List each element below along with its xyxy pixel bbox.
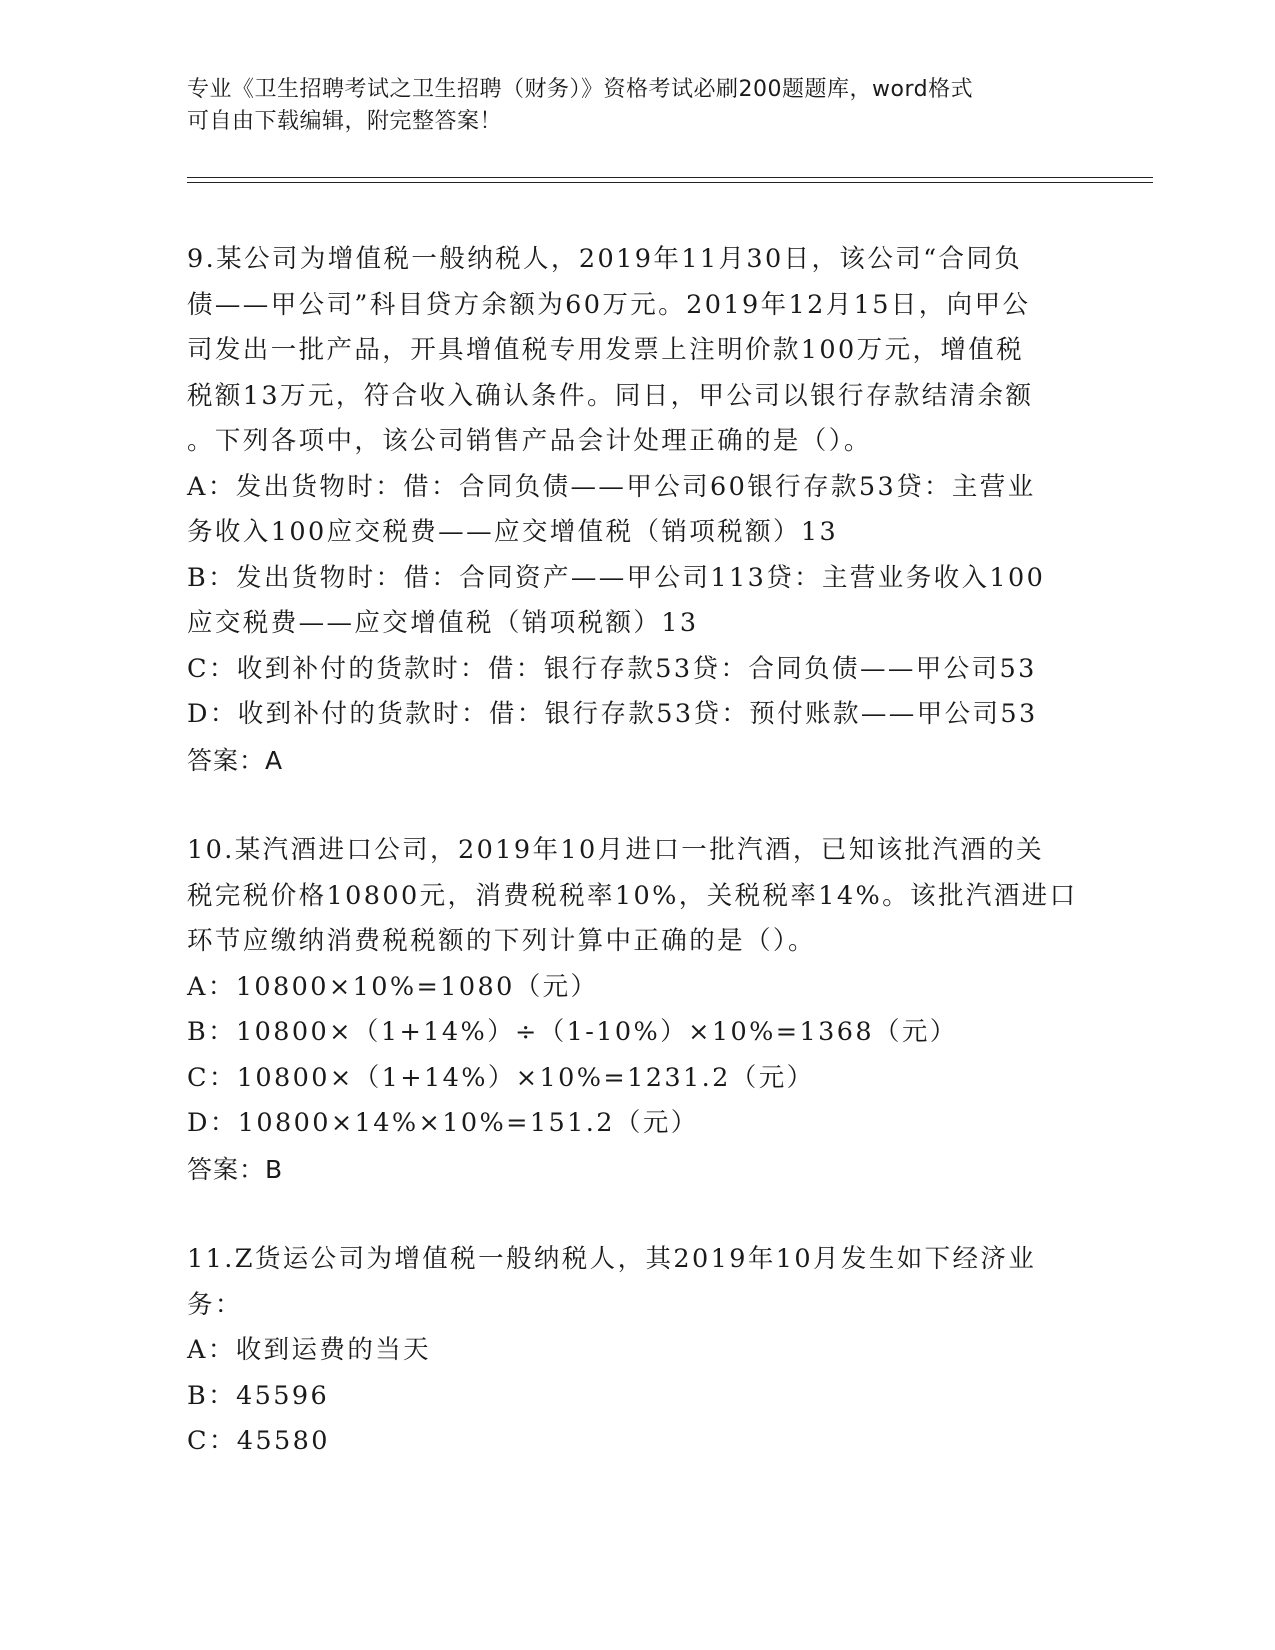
option-a: A：发出货物时：借：合同负债——甲公司60银行存款53贷：主营业 (187, 471, 1036, 502)
question-stem-line: 税额13万元，符合收入确认条件。同日，甲公司以银行存款结清余额 (187, 380, 1034, 411)
option-d: D：收到补付的货款时：借：银行存款53贷：预付账款——甲公司53 (187, 699, 1038, 729)
option-b-continued: 应交税费——应交增值税（销项税额）13 (187, 608, 699, 638)
option-b: B：发出货物时：借：合同资产——甲公司113贷：主营业务收入100 (187, 562, 1046, 593)
option-a: A：10800×10%=1080（元） (187, 971, 599, 1002)
option-c: C：收到补付的货款时：借：银行存款53贷：合同负债——甲公司53 (187, 653, 1037, 684)
question-11 (187, 1237, 1087, 1465)
option-b: B：10800×（1+14%）÷（1-10%）×10%=1368（元） (187, 1017, 958, 1047)
question-spacer (187, 1192, 1087, 1237)
header-divider-top (187, 177, 1153, 178)
option-b: B：45596 (187, 1380, 330, 1411)
answer-label: 答案：B (187, 1154, 284, 1184)
document-header (187, 74, 1087, 138)
question-spacer (187, 783, 1087, 828)
question-stem-line: 债——甲公司”科目贷方余额为60万元。2019年12月15日，向甲公 (187, 289, 1031, 320)
question-stem-line: 10.某汽酒进口公司，2019年10月进口一批汽酒，已知该批汽酒的关 (187, 835, 1044, 865)
question-stem-line: 。下列各项中，该公司销售产品会计处理正确的是（）。 (187, 426, 872, 456)
header-divider-bottom (187, 182, 1153, 183)
option-c: C：45580 (187, 1426, 330, 1456)
header-line-2: 可自由下载编辑，附完整答案！ (187, 109, 503, 134)
question-stem-line: 司发出一批产品，开具增值税专用发票上注明价款100万元，增值税 (187, 335, 1025, 365)
question-stem-line: 务： (187, 1289, 243, 1320)
option-c: C：10800×（1+14%）×10%=1231.2（元） (187, 1062, 815, 1093)
question-stem-line: 11.Z货运公司为增值税一般纳税人，其2019年10月发生如下经济业 (187, 1244, 1037, 1274)
question-10 (187, 828, 1087, 1192)
answer-label: 答案：A (187, 745, 284, 775)
question-list (187, 237, 1087, 1465)
option-a-continued: 务收入100应交税费——应交增值税（销项税额）13 (187, 517, 839, 547)
question-stem-line: 环节应缴纳消费税税额的下列计算中正确的是（）。 (187, 926, 816, 956)
question-stem-line: 税完税价格10800元，消费税税率10%，关税税率14%。该批汽酒进口 (187, 880, 1078, 911)
question-stem-line: 9.某公司为增值税一般纳税人，2019年11月30日，该公司“合同负 (187, 244, 1023, 274)
option-a: A：收到运费的当天 (187, 1335, 432, 1365)
header-line-1: 专业《卫生招聘考试之卫生招聘（财务）》资格考试必刷200题题库，word格式 (187, 77, 974, 102)
option-d: D：10800×14%×10%=151.2（元） (187, 1108, 699, 1138)
question-9 (187, 237, 1087, 783)
